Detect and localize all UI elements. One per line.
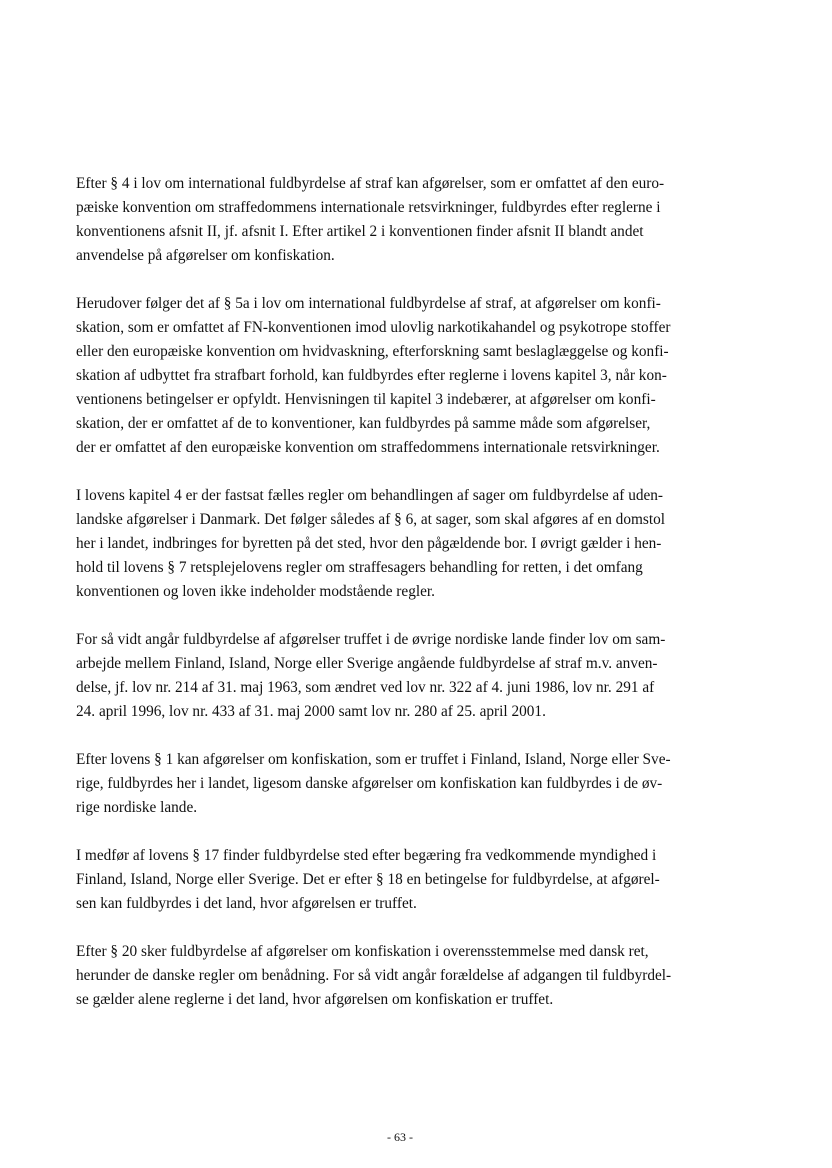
page-number: - 63 - (387, 1130, 413, 1144)
text-line: arbejde mellem Finland, Island, Norge eller Sverige angående fuldbyrdelse af straf m.v. anven- (76, 655, 658, 672)
paragraph-1 (76, 172, 756, 268)
text-line: pæiske konvention om straffedommens internationale retsvirkninger, fuldbyrdes efter reglerne i (76, 199, 661, 216)
paragraph-2 (76, 292, 756, 460)
text-line: rige nordiske lande. (76, 799, 198, 816)
text-line: her i landet, indbringes for byretten på det sted, hvor den pågældende bor. I øvrigt gælder i hen- (76, 535, 662, 552)
text-line: konventionens afsnit II, jf. afsnit I. Efter artikel 2 i konventionen finder afsnit II blandt andet (76, 223, 644, 240)
text-line: 24. april 1996, lov nr. 433 af 31. maj 2000 samt lov nr. 280 af 25. april 2001. (76, 703, 546, 720)
text-line: I lovens kapitel 4 er der fastsat fælles regler om behandlingen af sager om fuldbyrdelse af uden- (76, 487, 664, 504)
text-line: I medfør af lovens § 17 finder fuldbyrdelse sted efter begæring fra vedkommende myndighed i (76, 847, 657, 864)
text-line: Efter § 20 sker fuldbyrdelse af afgørelser om konfiskation i overensstemmelse med dansk ret, (76, 943, 649, 960)
text-line: der er omfattet af den europæiske konvention om straffedommens internationale retsvirkninger. (76, 439, 660, 456)
text-line: For så vidt angår fuldbyrdelse af afgørelser truffet i de øvrige nordiske lande finder lov om sam- (76, 631, 666, 648)
text-line: Efter § 4 i lov om international fuldbyrdelse af straf kan afgørelser, som er omfattet af den euro- (76, 175, 665, 192)
text-line: sen kan fuldbyrdes i det land, hvor afgørelsen er truffet. (76, 895, 417, 912)
text-line: se gælder alene reglerne i det land, hvor afgørelsen om konfiskation er truffet. (76, 991, 554, 1008)
paragraph-4 (76, 628, 756, 724)
paragraph-5 (76, 748, 756, 820)
text-line: landske afgørelser i Danmark. Det følger således af § 6, at sager, som skal afgøres af en domstol (76, 511, 665, 528)
paragraph-3 (76, 484, 756, 604)
text-line: skation af udbyttet fra strafbart forhold, kan fuldbyrdes efter reglerne i lovens kapitel 3, når kon- (76, 367, 667, 384)
text-line: konventionen og loven ikke indeholder modstående regler. (76, 583, 435, 600)
text-line: Herudover følger det af § 5a i lov om international fuldbyrdelse af straf, at afgørelser om konfi- (76, 295, 661, 312)
text-line: ventionens betingelser er opfyldt. Henvisningen til kapitel 3 indebærer, at afgørelser om konfi- (76, 391, 656, 408)
text-line: Finland, Island, Norge eller Sverige. Det er efter § 18 en betingelse for fuldbyrdelse, at afgørel- (76, 871, 660, 888)
text-line: hold til lovens § 7 retsplejelovens regler om straffesagers behandling for retten, i det omfang (76, 559, 643, 576)
body-text (76, 172, 756, 1036)
paragraph-7 (76, 940, 756, 1012)
text-line: Efter lovens § 1 kan afgørelser om konfiskation, som er truffet i Finland, Island, Norge eller Sve- (76, 751, 671, 768)
text-line: rige, fuldbyrdes her i landet, ligesom danske afgørelser om konfiskation kan fuldbyrdes i de øv- (76, 775, 663, 792)
text-line: delse, jf. lov nr. 214 af 31. maj 1963, som ændret ved lov nr. 322 af 4. juni 1986, lov nr. 291 af (76, 679, 655, 696)
text-line: eller den europæiske konvention om hvidvaskning, efterforskning samt beslaglæggelse og konfi- (76, 343, 669, 360)
text-line: anvendelse på afgørelser om konfiskation. (76, 247, 335, 264)
paragraph-6 (76, 844, 756, 916)
text-line: skation, som er omfattet af FN-konventionen imod ulovlig narkotikahandel og psykotrope stoffer (76, 319, 671, 336)
text-line: herunder de danske regler om benådning. For så vidt angår forældelse af adgangen til fuldbyrdel- (76, 967, 672, 984)
text-line: skation, der er omfattet af de to konventioner, kan fuldbyrdes på samme måde som afgørelser, (76, 415, 651, 432)
